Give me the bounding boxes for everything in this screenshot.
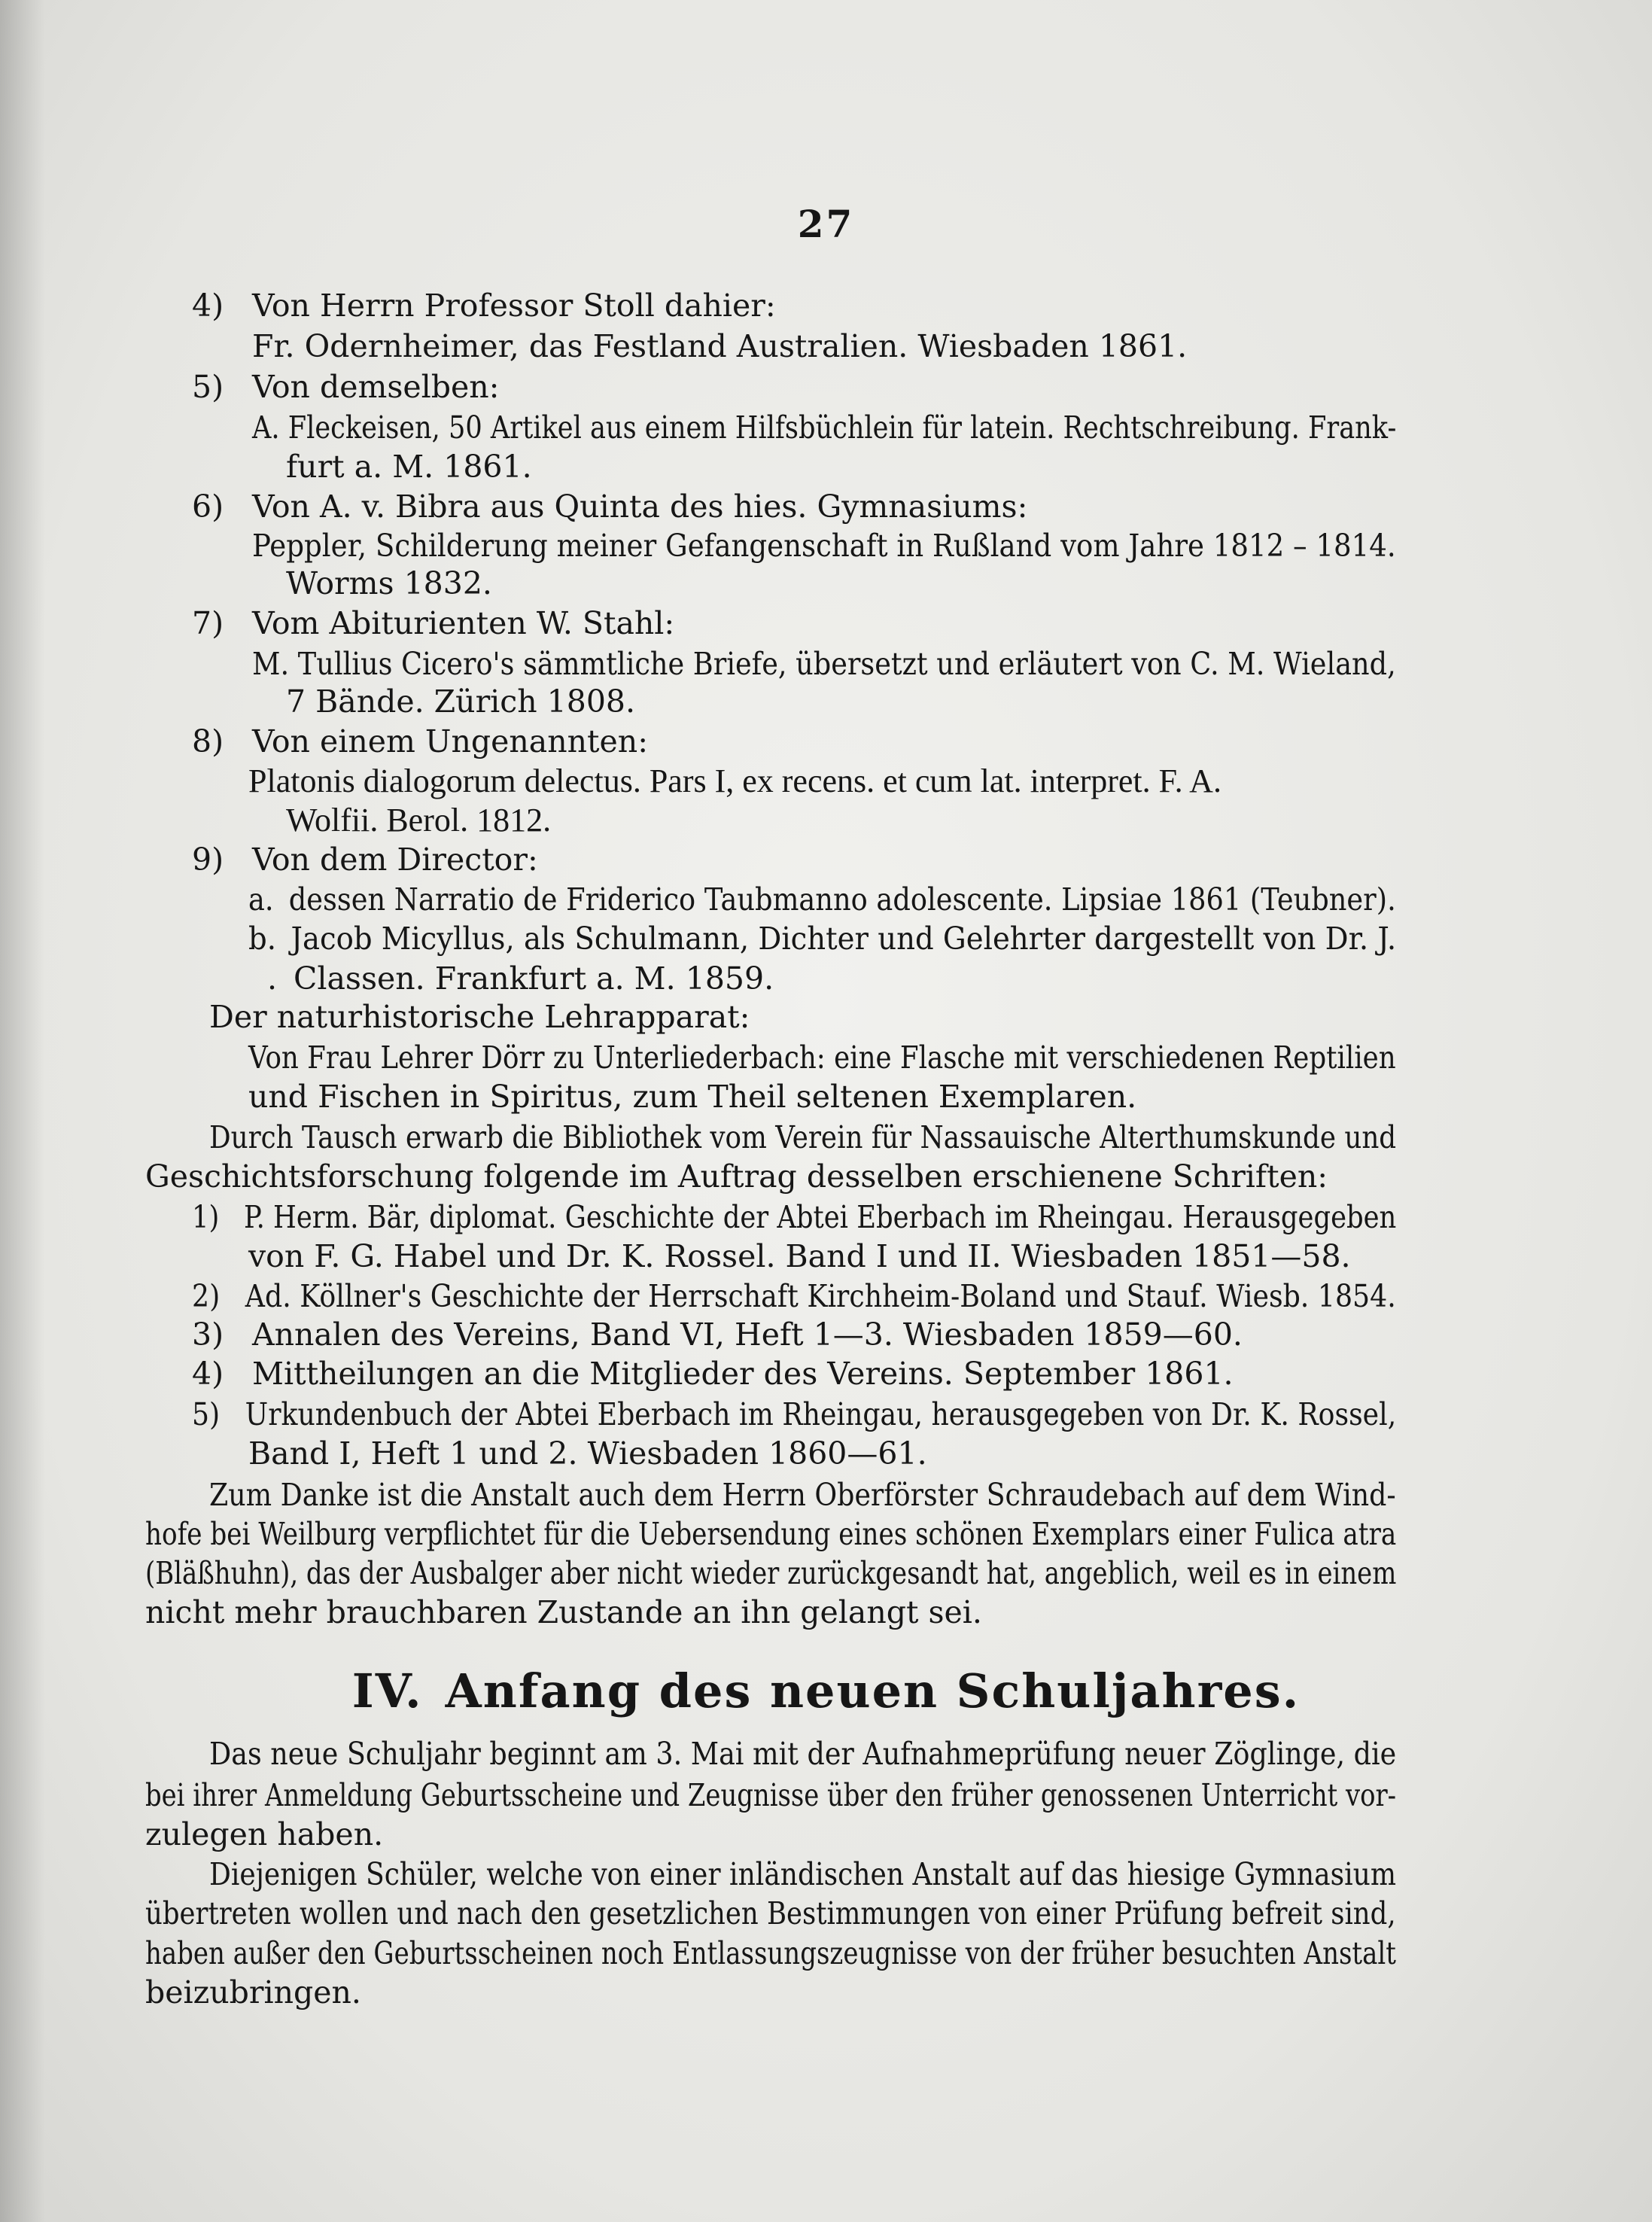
text-line: Wolfii. Berol. 1812.: [286, 802, 552, 839]
item-text: Annalen des Vereins, Band VI, Heft 1—3. Wiesbaden 1859—60.: [252, 1316, 1243, 1353]
text-line: Von Frau Lehrer Dörr zu Unterliederbach: eine Flasche mit verschiedenen Reptilien: [248, 1039, 1396, 1076]
subsection-title: Der naturhistorische Lehrapparat:: [209, 999, 750, 1035]
list-item-1: [192, 1198, 1396, 1236]
item-number: 2): [192, 1278, 221, 1314]
paragraph-line: Geschichtsforschung folgende im Auftrag desselben erschienene Schriften:: [145, 1158, 1328, 1195]
text-line: von F. G. Habel und Dr. K. Rossel. Band I und II. Wiesbaden 1851—58.: [248, 1238, 1351, 1274]
item-text: Von einem Ungenannten:: [252, 723, 649, 759]
paragraph-line: beizubringen.: [145, 1974, 361, 2010]
list-item-5: [192, 368, 500, 406]
item-text: Jacob Micyllus, als Schulmann, Dichter und Gelehrter dargestellt von Dr. J.: [291, 921, 1397, 957]
text-line: Peppler, Schilderung meiner Gefangenschaft in Rußland vom Jahre 1812 – 1814.: [252, 528, 1396, 564]
text-line: Fr. Odernheimer, das Festland Australien. Wiesbaden 1861.: [252, 328, 1188, 364]
paragraph-line: haben außer den Geburtsscheinen noch Entlassungszeugnisse von der früher besuchten Anstalt: [145, 1935, 1396, 1971]
item-number: 3): [192, 1316, 224, 1353]
list-subitem-a: [248, 881, 1396, 918]
page-number: 27: [797, 202, 855, 246]
paragraph-line: hofe bei Weilburg verpflichtet für die Uebersendung eines schönen Exemplars einer Fulica atra: [145, 1516, 1397, 1552]
item-text: Von Herrn Professor Stoll dahier:: [252, 288, 776, 324]
list-item-3: [192, 1316, 1243, 1353]
list-item-5b: [192, 1396, 1396, 1433]
item-number: b.: [248, 921, 276, 957]
text-line: Band I, Heft 1 und 2. Wiesbaden 1860—61.: [248, 1435, 927, 1472]
item-number: .: [267, 960, 278, 997]
text-line: furt a. M. 1861.: [286, 449, 532, 485]
paragraph-line: übertreten wollen und nach den gesetzlichen Bestimmungen von einer Prüfung befreit sind,: [145, 1895, 1396, 1931]
list-item-9: [192, 841, 538, 878]
paragraph-line: Das neue Schuljahr beginnt am 3. Mai mit der Aufnahmeprüfung neuer Zöglinge, die: [209, 1736, 1397, 1772]
paragraph-line: Diejenigen Schüler, welche von einer inländischen Anstalt auf das hiesige Gymnasium: [209, 1856, 1397, 1892]
item-text: Classen. Frankfurt a. M. 1859.: [294, 960, 774, 997]
paragraph-line: Zum Danke ist die Anstalt auch dem Herrn Oberförster Schraudebach auf dem Wind-: [209, 1477, 1396, 1513]
item-number: a.: [248, 881, 274, 918]
paragraph-line: nicht mehr brauchbaren Zustande an ihn gelangt sei.: [145, 1594, 982, 1630]
item-number: 5): [192, 369, 224, 405]
heading-title: Anfang des neuen Schuljahres.: [445, 1663, 1301, 1718]
item-number: 7): [192, 605, 224, 641]
list-item-7: [192, 604, 674, 642]
item-number: 6): [192, 489, 224, 525]
item-text: P. Herm. Bär, diplomat. Geschichte der Abtei Eberbach im Rheingau. Herausgegeben: [243, 1199, 1397, 1235]
text-line: A. Fleckeisen, 50 Artikel aus einem Hilfsbüchlein für latein. Rechtschreibung. Frank-: [252, 409, 1397, 446]
item-text: dessen Narratio de Friderico Taubmanno adolescente. Lipsiae 1861 (Teubner).: [288, 881, 1396, 918]
text-line: und Fischen in Spiritus, zum Theil seltenen Exemplaren.: [248, 1079, 1137, 1115]
paragraph-line: Durch Tausch erwarb die Bibliothek vom Verein für Nassauische Alterthumskunde und: [209, 1119, 1397, 1155]
section-heading: [0, 1663, 1652, 1718]
item-text: Urkundenbuch der Abtei Eberbach im Rheingau, herausgegeben von Dr. K. Rossel,: [245, 1396, 1397, 1432]
paragraph-line: bei ihrer Anmeldung Geburtsscheine und Zeugnisse über den früher genossenen Unterricht vor-: [145, 1777, 1397, 1813]
heading-number: IV.: [351, 1663, 423, 1718]
item-text: Von A. v. Bibra aus Quinta des hies. Gymnasiums:: [252, 489, 1028, 525]
list-item-4: [192, 287, 776, 324]
item-text: Von demselben:: [252, 369, 500, 405]
item-text: Von dem Director:: [252, 842, 538, 878]
item-number: 1): [192, 1199, 220, 1235]
item-text: Ad. Köllner's Geschichte der Herrschaft Kirchheim-Boland und Stauf. Wiesb. 1854.: [245, 1278, 1396, 1314]
list-subitem-b: [248, 920, 1396, 957]
item-number: 4): [192, 1356, 224, 1392]
item-number: 9): [192, 842, 224, 878]
list-item-4b: [192, 1355, 1234, 1393]
item-number: 8): [192, 723, 224, 759]
list-item-8: [192, 723, 648, 760]
item-text: Mittheilungen an die Mitglieder des Vereins. September 1861.: [252, 1356, 1234, 1392]
text-line: Worms 1832.: [286, 565, 492, 601]
item-text: Vom Abiturienten W. Stahl:: [252, 605, 675, 641]
text-line: Platonis dialogorum delectus. Pars I, ex recens. et cum lat. interpret. F. A.: [248, 762, 1222, 799]
text-line: [267, 960, 774, 997]
item-number: 5): [192, 1396, 221, 1432]
list-item-6: [192, 488, 1027, 525]
text-line: M. Tullius Cicero's sämmtliche Briefe, übersetzt und erläutert von C. M. Wieland,: [252, 646, 1396, 682]
list-item-2: [192, 1277, 1396, 1315]
paragraph-line: (Bläßhuhn), das der Ausbalger aber nicht wieder zurückgesandt hat, angeblich, weil es in einem: [145, 1555, 1397, 1591]
page-edge-shadow: [0, 0, 45, 2222]
text-line: 7 Bände. Zürich 1808.: [286, 683, 636, 720]
item-number: 4): [192, 288, 224, 324]
paragraph-line: zulegen haben.: [145, 1816, 384, 1852]
